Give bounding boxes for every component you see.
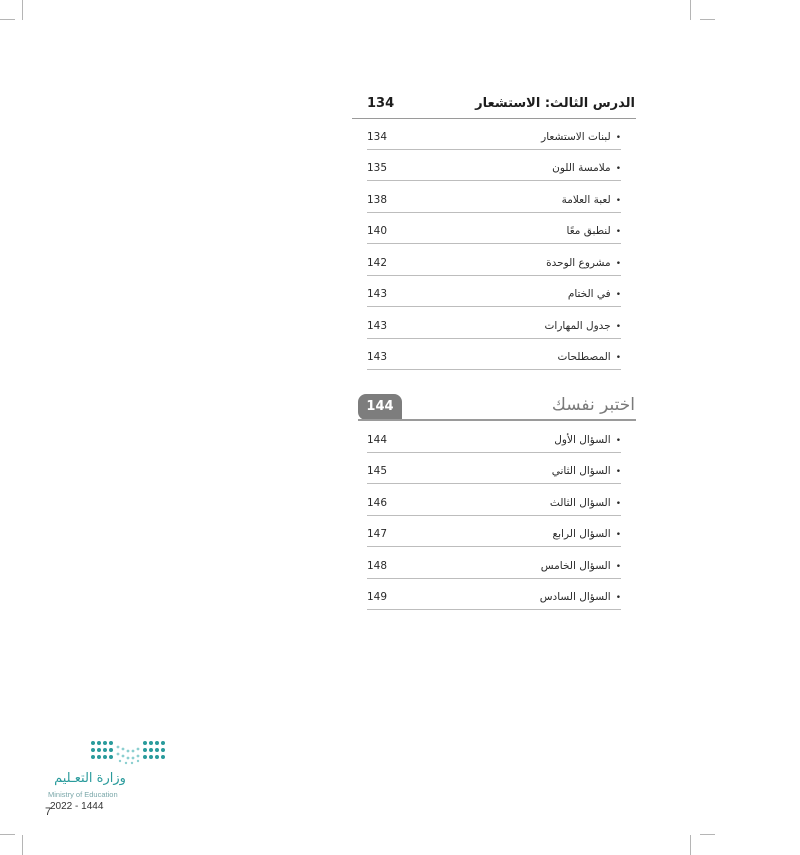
bullet-icon: • xyxy=(615,195,621,206)
toc-entry xyxy=(367,181,621,213)
lesson-page-number: 134 xyxy=(367,96,395,111)
bullet-icon: • xyxy=(615,435,621,446)
crop-mark xyxy=(22,835,23,855)
bullet-icon: • xyxy=(615,593,621,603)
toc-entry-text: المصطلحات xyxy=(557,351,611,363)
toc-entry-page: 134 xyxy=(367,130,388,143)
toc-entry-text: لعبة العلامة xyxy=(561,193,611,206)
bullet-icon: • xyxy=(615,561,621,572)
toc-entry-label xyxy=(553,528,621,540)
toc-entry-label xyxy=(567,225,621,237)
toc-entry-label xyxy=(568,288,621,300)
lesson-heading xyxy=(352,92,636,118)
toc-entry-label xyxy=(550,497,621,509)
toc-entry-page: 146 xyxy=(367,496,388,509)
toc-entry-text: مشروع الوحدة xyxy=(546,256,611,269)
page-number: 7 xyxy=(45,806,52,818)
toc-entry-text: في الختام xyxy=(567,288,611,300)
toc-entry-label xyxy=(545,320,621,332)
lesson-title: الدرس الثالث: الاستشعار xyxy=(475,96,635,111)
bullet-icon: • xyxy=(615,132,621,143)
ministry-name-arabic: وزارة التعـليم xyxy=(54,771,126,786)
toc-entry-page: 149 xyxy=(367,591,388,603)
toc-entry-text: لبنات الاستشعار xyxy=(541,130,611,143)
crop-mark xyxy=(700,834,715,835)
toc-entry xyxy=(367,150,621,182)
toc-entry-page: 143 xyxy=(367,288,388,300)
bullet-icon: • xyxy=(615,467,621,477)
crop-mark xyxy=(0,19,15,20)
toc-entry xyxy=(367,244,621,276)
toc-entry-label xyxy=(552,465,621,477)
toc-entry-page: 148 xyxy=(367,559,388,572)
toc-entry xyxy=(367,213,621,245)
toc-entry xyxy=(367,579,621,611)
crop-mark xyxy=(690,835,691,855)
test-yourself-heading xyxy=(352,392,636,422)
toc-entry xyxy=(367,118,621,150)
toc-entry-page: 135 xyxy=(367,162,388,174)
test-page-badge: 144 xyxy=(358,394,402,420)
toc-entry-page: 142 xyxy=(367,256,388,269)
ministry-logo xyxy=(46,739,176,819)
toc-entry xyxy=(367,547,621,579)
bullet-icon: • xyxy=(615,353,621,363)
bullet-icon: • xyxy=(615,321,621,332)
toc-entry-label xyxy=(541,131,621,143)
test-title: اختبر نفسك xyxy=(551,395,635,415)
toc-entry-text: السؤال السادس xyxy=(539,591,611,603)
toc-entry-label xyxy=(546,257,621,269)
toc-entry-text: ملامسة اللون xyxy=(552,162,611,174)
table-of-contents xyxy=(352,92,636,370)
bullet-icon: • xyxy=(615,498,621,509)
toc-entry-text: السؤال الثاني xyxy=(551,465,611,477)
ministry-name-english: Ministry of Education xyxy=(48,790,118,799)
toc-entry-label xyxy=(540,591,621,603)
bullet-icon: • xyxy=(615,258,621,269)
toc-entry xyxy=(367,421,621,453)
toc-entry-text: السؤال الخامس xyxy=(540,559,611,572)
bullet-icon: • xyxy=(615,290,621,300)
crop-mark xyxy=(22,0,23,20)
crop-mark xyxy=(0,834,15,835)
toc-entry-text: السؤال الثالث xyxy=(549,496,611,509)
toc-entry-page: 145 xyxy=(367,465,388,477)
toc-entry-page: 138 xyxy=(367,193,388,206)
bullet-icon: • xyxy=(615,227,621,237)
toc-entry-label xyxy=(541,560,621,572)
bullet-icon: • xyxy=(615,530,621,540)
toc-entry-page: 143 xyxy=(367,319,388,332)
toc-entry xyxy=(367,484,621,516)
toc-entry-label xyxy=(552,162,621,174)
ministry-dots-icon xyxy=(90,739,170,767)
toc-entry-text: جدول المهارات xyxy=(544,319,611,332)
edition-year: 2022 - 1444 xyxy=(50,801,104,812)
lesson-items-list xyxy=(352,118,636,370)
test-items-list xyxy=(352,421,636,610)
bullet-icon: • xyxy=(615,164,621,174)
toc-entry xyxy=(367,453,621,485)
toc-entry-page: 144 xyxy=(367,433,388,446)
toc-entry-text: لنطبق معًا xyxy=(566,225,611,237)
toc-entry-page: 143 xyxy=(367,351,388,363)
toc-entry-page: 147 xyxy=(367,528,388,540)
toc-entry-text: السؤال الرابع xyxy=(552,528,611,540)
toc-entry xyxy=(367,339,621,371)
toc-entry-text: السؤال الأول xyxy=(554,433,611,446)
toc-entry-page: 140 xyxy=(367,225,388,237)
crop-mark xyxy=(690,0,691,20)
toc-entry xyxy=(367,307,621,339)
toc-entry-label xyxy=(562,194,621,206)
toc-entry xyxy=(367,276,621,308)
crop-mark xyxy=(700,19,715,20)
toc-entry xyxy=(367,516,621,548)
toc-entry-label xyxy=(557,351,621,363)
toc-entry-label xyxy=(554,434,621,446)
